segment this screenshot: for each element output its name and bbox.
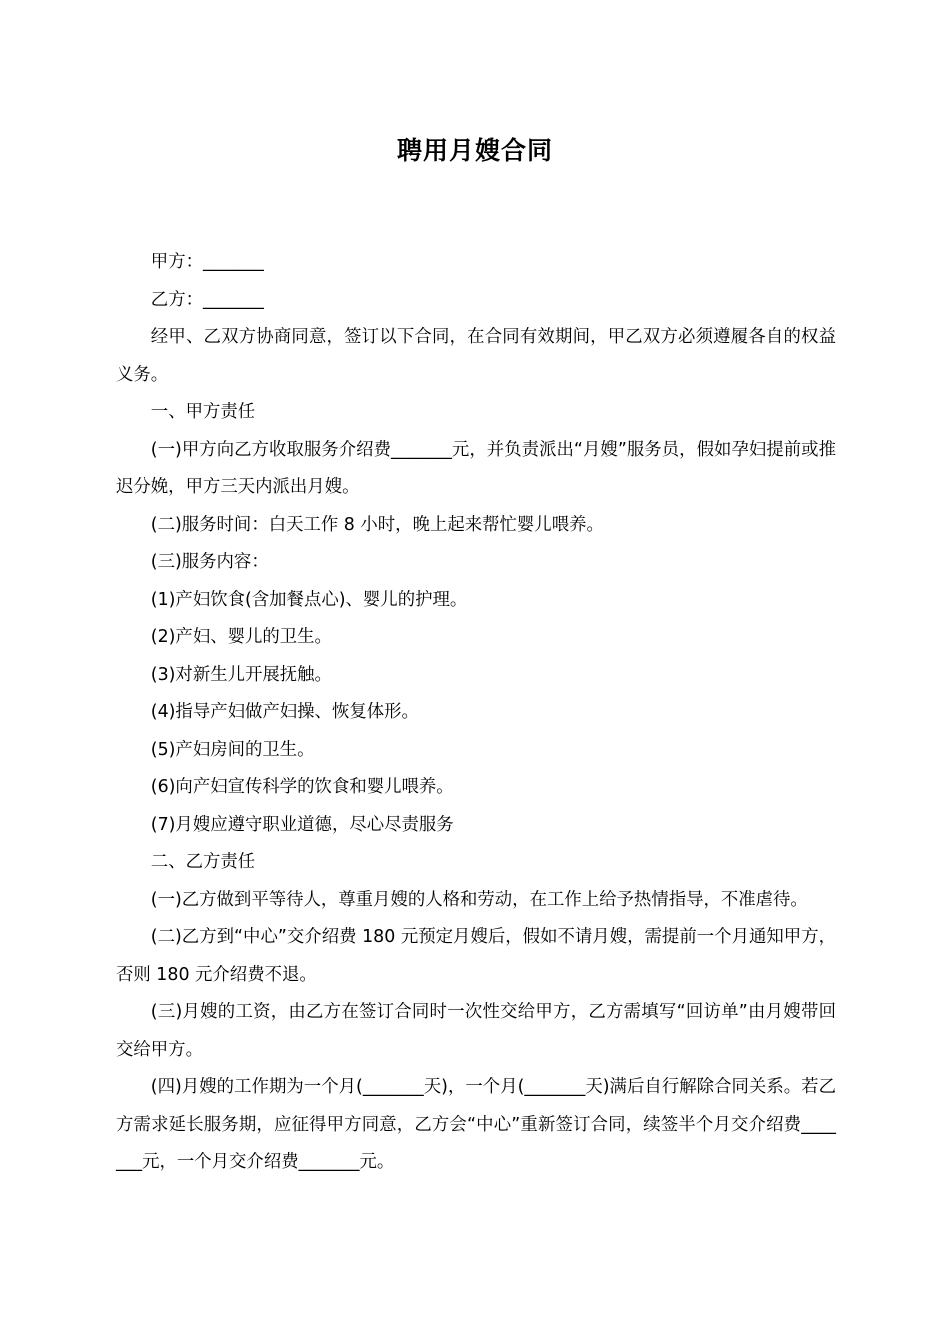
party-a-line: 甲方：_______: [150, 252, 264, 272]
service-item: (6)向产妇宣传科学的饮食和婴儿喂养。: [150, 777, 454, 797]
service-item: (3)对新生儿开展抚触。: [150, 664, 332, 685]
party-b-line: 乙方：_______: [150, 289, 264, 310]
clause-paragraph: (二)服务时间：白天工作 8 小时，晚上起来帮忙婴儿喂养。: [150, 514, 604, 535]
service-item: (5)产妇房间的卫生。: [150, 739, 315, 760]
clause-paragraph: (一)乙方做到平等待人，尊重月嫂的人格和劳动，在工作上给予热情指导，不准虐待。: [150, 889, 808, 910]
service-item: (2)产妇、婴儿的卫生。: [150, 627, 332, 647]
document-title: 聘用月嫂合同: [396, 136, 553, 165]
section-heading-party-b: 二、乙方责任: [150, 852, 256, 872]
clause-paragraph: (三)月嫂的工资，由乙方在签订合同时一次性交给甲方，乙方需填写“回访单”由月嫂带回交给甲方。: [116, 1002, 836, 1060]
clause-paragraph: (四)月嫂的工作期为一个月(_______天)，一个月(_______天)满后自行解除合同关系。若乙方需求延长服务期，应征得甲方同意，乙方会“中心”重新签订合同，续签半个月交介绍费_______元，一个月交介绍费_______元。: [116, 1077, 836, 1172]
intro-paragraph: 经甲、乙双方协商同意，签订以下合同，在合同有效期间，甲乙双方必须遵履各自的权益义务。: [116, 327, 836, 385]
document-body: [116, 244, 836, 1182]
service-item: (1)产妇饮食(含加餐点心)、婴儿的护理。: [150, 589, 468, 610]
clause-paragraph: (二)乙方到“中心”交介绍费 180 元预定月嫂后，假如不请月嫂，需提前一个月通知甲方，否则 180 元介绍费不退。: [116, 927, 836, 985]
clause-paragraph: (三)服务内容：: [150, 552, 269, 572]
section-heading-party-a: 一、甲方责任: [150, 402, 256, 422]
clause-paragraph: (一)甲方向乙方收取服务介绍费_______元，并负责派出“月嫂”服务员，假如孕妇提前或推迟分娩，甲方三天内派出月嫂。: [116, 439, 836, 497]
service-item: (4)指导产妇做产妇操、恢复体形。: [150, 702, 419, 722]
service-item: (7)月嫂应遵守职业道德，尽心尽责服务: [150, 814, 454, 835]
